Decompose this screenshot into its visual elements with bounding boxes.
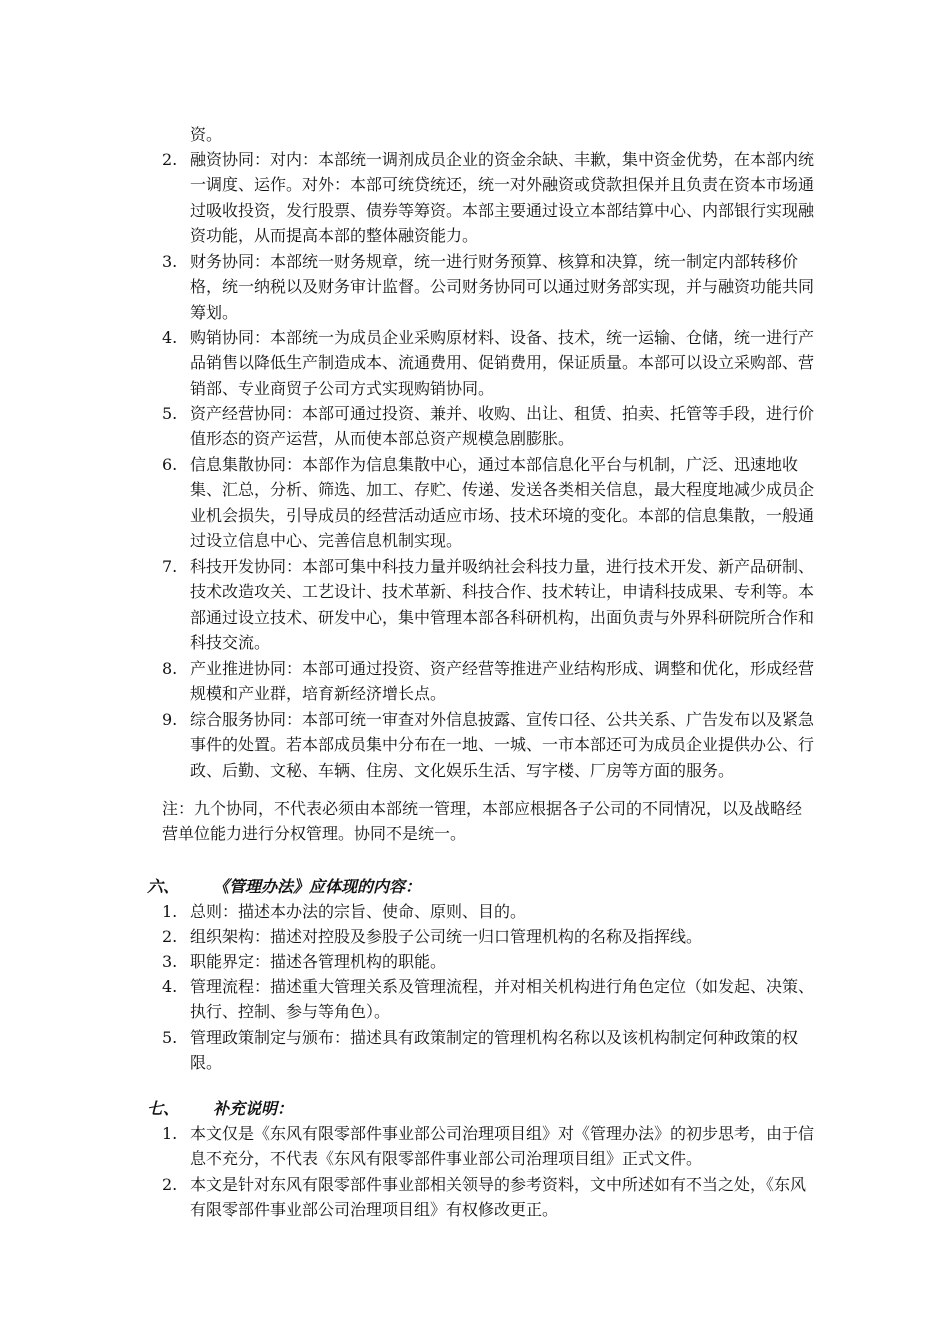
continuation-text: 资。 (190, 125, 223, 144)
list-number: 5. (162, 1028, 178, 1047)
list-text: 资产经营协同：本部可通过投资、兼并、收购、出让、租赁、拍卖、托管等手段，进行价值形态的资产运营，从而使本部总资产规模急剧膨胀。 (190, 404, 815, 449)
list-text: 融资协同：对内：本部统一调剂成员企业的资金余缺、丰歉，集中资金优势，在本部内统一调度、运作。对外：本部可统贷统还，统一对外融资或贷款担保并且负责在资本市场通过吸收投资，发行股票、债券等筹资。本部主要通过设立本部结算中心、内部银行实现融资功能，从而提高本部的整体融资能力。 (190, 150, 815, 246)
list-text: 财务协同：本部统一财务规章，统一进行财务预算、核算和决算，统一制定内部转移价格，统一纳税以及财务审计监督。公司财务协同可以通过财务部实现，并与融资功能共同筹划。 (190, 252, 815, 322)
list-text: 信息集散协同：本部作为信息集散中心，通过本部信息化平台与机制，广泛、迅速地收集、汇总，分析、筛选、加工、存贮、传递、发送各类相关信息，最大程度地减少成员企业机会损失，引导成员的经营活动适应市场、技术环境的变化。本部的信息集散，一般通过设立信息中心、完善信息机制实现。 (190, 455, 815, 551)
management-content-list (0, 899, 815, 1076)
section-title: 补充说明： (213, 1099, 294, 1118)
list-item (0, 147, 815, 249)
list-text: 管理政策制定与颁布：描述具有政策制定的管理机构名称以及该机构制定何种政策的权限。 (190, 1028, 799, 1073)
supplementary-list (0, 1121, 815, 1223)
list-item (0, 707, 815, 783)
list-text: 本文仅是《东风有限零部件事业部公司治理项目组》对《管理办法》的初步思考，由于信息不充分，不代表《东风有限零部件事业部公司治理项目组》正式文件。 (190, 1124, 815, 1169)
list-number: 2. (162, 1175, 178, 1194)
list-item (0, 452, 815, 554)
list-item (0, 554, 815, 656)
list-item (0, 1025, 815, 1076)
list-number: 2. (162, 150, 178, 169)
list-item (0, 325, 815, 401)
list-item (0, 656, 815, 707)
section-number: 七、 (147, 1099, 180, 1118)
list-item (0, 949, 815, 974)
list-item (0, 899, 815, 924)
list-item (0, 1121, 815, 1172)
list-text: 组织架构：描述对控股及参股子公司统一归口管理机构的名称及指挥线。 (190, 927, 703, 946)
list-number: 6. (162, 455, 178, 474)
list-text: 综合服务协同：本部可统一审查对外信息披露、宣传口径、公共关系、广告发布以及紧急事件的处置。若本部成员集中分布在一地、一城、一市本部还可为成员企业提供办公、行政、后勤、文秘、车辆、住房、文化娱乐生活、写字楼、厂房等方面的服务。 (190, 710, 815, 780)
list-number: 5. (162, 404, 178, 423)
list-item (0, 924, 815, 949)
list-number: 2. (162, 927, 178, 946)
synergy-list (0, 147, 815, 783)
list-text: 购销协同：本部统一为成员企业采购原材料、设备、技术，统一运输、仓储，统一进行产品销售以降低生产制造成本、流通费用、促销费用，保证质量。本部可以设立采购部、营销部、专业商贸子公司方式实现购销协同。 (190, 328, 815, 398)
list-text: 管理流程：描述重大管理关系及管理流程，并对相关机构进行角色定位（如发起、决策、执行、控制、参与等角色）。 (190, 977, 815, 1022)
list-number: 1. (162, 902, 178, 921)
list-number: 3. (162, 252, 178, 271)
list-text: 产业推进协同：本部可通过投资、资产经营等推进产业结构形成、调整和优化，形成经营规模和产业群，培育新经济增长点。 (190, 659, 815, 704)
list-number: 4. (162, 328, 178, 347)
list-number: 1. (162, 1124, 178, 1143)
list-number: 3. (162, 952, 178, 971)
list-item (0, 401, 815, 452)
list-text: 本文是针对东风有限零部件事业部相关领导的参考资料，文中所述如有不当之处，《东风有限零部件事业部公司治理项目组》有权修改更正。 (190, 1175, 807, 1220)
list-text: 总则：描述本办法的宗旨、使命、原则、目的。 (190, 902, 527, 921)
list-item (0, 1172, 815, 1223)
list-number: 7. (162, 557, 178, 576)
list-number: 9. (162, 710, 178, 729)
section-title: 《管理办法》应体现的内容： (213, 877, 422, 896)
list-text: 职能界定：描述各管理机构的职能。 (190, 952, 447, 971)
list-item (0, 974, 815, 1025)
note-paragraph: 注：九个协同，不代表必须由本部统一管理，本部应根据各子公司的不同情况，以及战略经营单位能力进行分权管理。协同不是统一。 (162, 799, 803, 844)
section-number: 六、 (147, 877, 180, 896)
list-text: 科技开发协同：本部可集中科技力量并吸纳社会科技力量，进行技术开发、新产品研制、技术改造攻关、工艺设计、技术革新、科技合作、技术转让，申请科技成果、专利等。本部通过设立技术、研发中心，集中管理本部各科研机构，出面负责与外界科研院所合作和科技交流。 (190, 557, 815, 653)
list-item (0, 249, 815, 325)
list-number: 4. (162, 977, 178, 996)
list-number: 8. (162, 659, 178, 678)
